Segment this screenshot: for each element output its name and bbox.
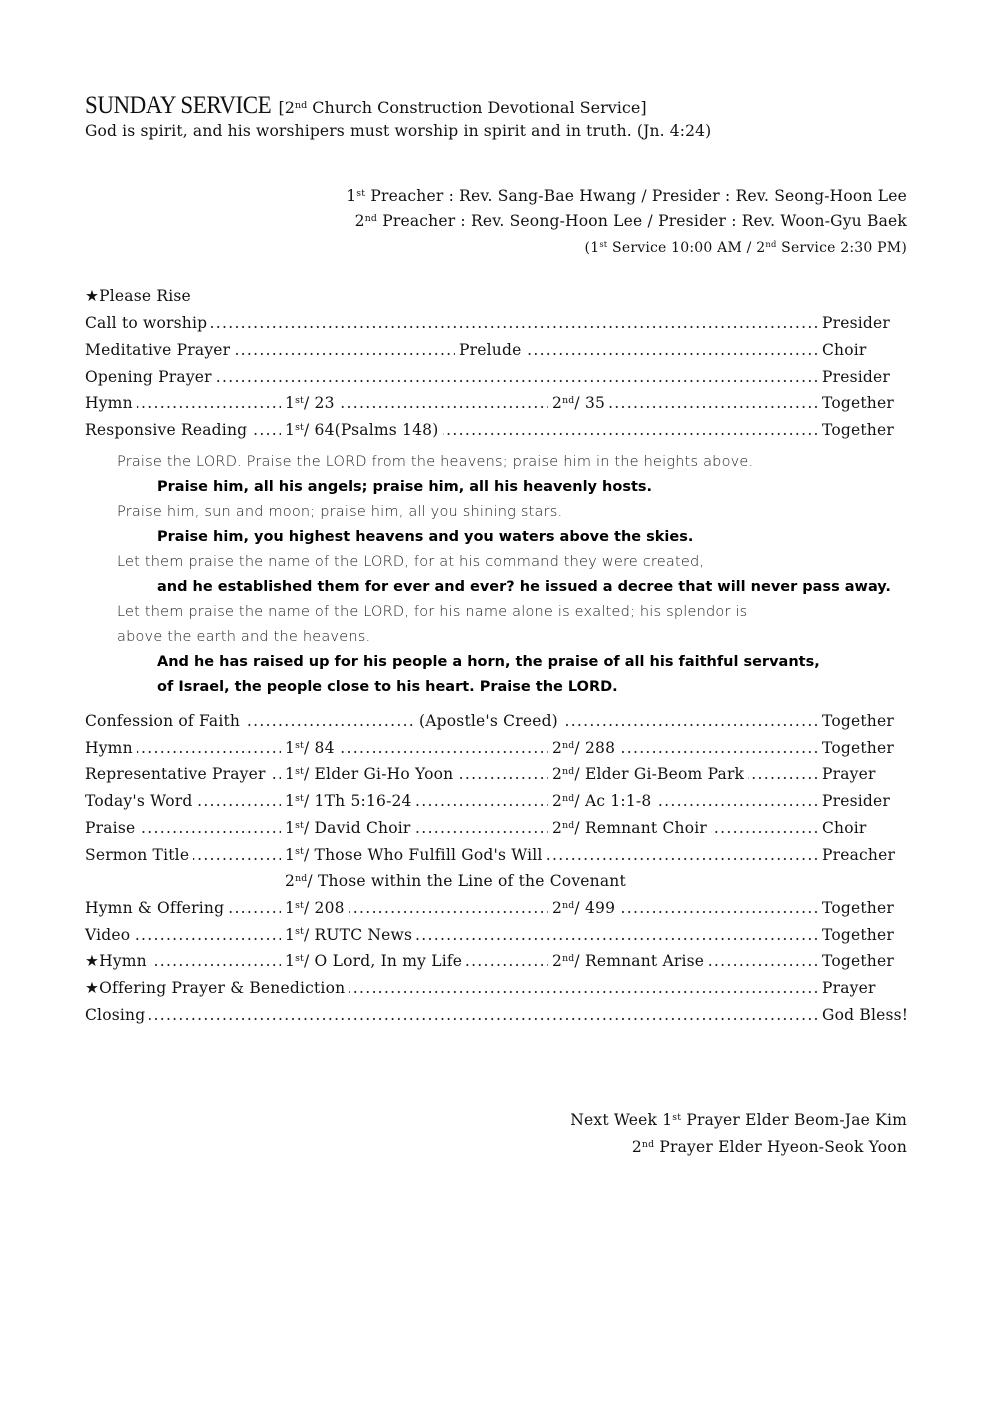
first-service-item: 1st/ RUTC News xyxy=(281,926,416,944)
second-service-item: 2nd/ 288 xyxy=(548,739,619,757)
order-label: Hymn xyxy=(85,739,137,757)
order-label: Confession of Faith xyxy=(85,712,244,730)
order-row xyxy=(85,952,907,974)
reading-line-leader: Let them praise the name of the LORD, for at his command they were created, xyxy=(117,554,705,570)
title-main: SUNDAY SERVICE xyxy=(85,92,272,119)
first-service-item: 1st/ 23 xyxy=(281,394,339,412)
order-middle: (Apostle's Creed) xyxy=(415,712,562,730)
sermon-title-2nd: 2nd/ Those within the Line of the Covenant xyxy=(285,872,630,890)
reading-line-leader: Let them praise the name of the LORD, for his name alone is exalted; his splendor is xyxy=(117,604,748,620)
first-service-item: 1st/ 1Th 5:16-24 xyxy=(281,792,416,810)
order-role: Presider xyxy=(818,792,894,810)
order-row xyxy=(85,368,907,390)
theme-verse: God is spirit, and his worshipers must worship in spirit and in truth. (Jn. 4:24) xyxy=(85,122,712,140)
reading-line-leader: Praise the LORD. Praise the LORD from the heavens; praise him in the heights above. xyxy=(117,454,754,470)
order-row xyxy=(85,819,907,841)
order-middle: Prelude xyxy=(455,341,525,359)
order-row xyxy=(85,872,907,894)
order-role: Together xyxy=(818,394,898,412)
second-service-item: 2nd/ Elder Gi-Beom Park xyxy=(548,765,748,783)
second-service-item: 2nd/ Ac 1:1-8 xyxy=(548,792,655,810)
order-role: Prayer xyxy=(818,765,880,783)
first-service-item: 1st/ Those Who Fulfill God's Will xyxy=(281,846,547,864)
please-rise: ★Please Rise xyxy=(85,287,907,309)
service-times: (1st Service 10:00 AM / 2nd Service 2:30 PM) xyxy=(584,239,907,256)
order-role: Together xyxy=(818,899,898,917)
page-title xyxy=(85,92,647,120)
reading-line-people: of Israel, the people close to his heart. Praise the LORD. xyxy=(157,679,618,695)
order-role: Choir xyxy=(818,341,871,359)
order-row xyxy=(85,765,907,787)
order-label: Closing xyxy=(85,1006,149,1024)
next-week-line-1: Next Week 1st Prayer Elder Beom-Jae Kim xyxy=(570,1111,907,1129)
order-role: Presider xyxy=(818,314,894,332)
first-service-item: 1st/ O Lord, In my Life xyxy=(281,952,466,970)
order-label: Responsive Reading xyxy=(85,421,251,439)
reading-line-people: And he has raised up for his people a horn, the praise of all his faithful servants, xyxy=(157,654,820,670)
second-service-item: 2nd/ Remnant Choir xyxy=(548,819,711,837)
order-row xyxy=(85,926,907,948)
order-role: Prayer xyxy=(818,979,880,997)
order-role: Choir xyxy=(818,819,871,837)
order-row xyxy=(85,792,907,814)
reading-line-people: Praise him, all his angels; praise him, all his heavenly hosts. xyxy=(157,479,653,495)
reading-line-people: Praise him, you highest heavens and you waters above the skies. xyxy=(157,529,694,545)
order-row xyxy=(85,341,907,363)
dot-leader xyxy=(85,394,818,412)
order-label: Hymn & Offering xyxy=(85,899,228,917)
first-service-item: 1st/ David Choir xyxy=(281,819,415,837)
first-service-item: 1st/ Elder Gi-Ho Yoon xyxy=(281,765,457,783)
order-label: Video xyxy=(85,926,134,944)
second-service-item: 2nd/ 35 xyxy=(548,394,609,412)
reading-line-leader: above the earth and the heavens. xyxy=(117,629,371,645)
order-row xyxy=(85,421,907,443)
reading-line-people: and he established them for ever and ever? he issued a decree that will never pass away. xyxy=(157,579,891,595)
order-row xyxy=(85,1006,907,1028)
title-subtitle: [2nd Church Construction Devotional Service] xyxy=(278,98,647,117)
next-week-line-2: 2nd Prayer Elder Hyeon-Seok Yoon xyxy=(631,1138,907,1156)
order-row xyxy=(85,979,907,1001)
order-label: Representative Prayer xyxy=(85,765,270,783)
order-role: Together xyxy=(818,952,898,970)
order-role: Together xyxy=(818,926,898,944)
order-label: Praise xyxy=(85,819,139,837)
order-row xyxy=(85,314,907,336)
order-role: Together xyxy=(818,739,898,757)
order-role: Together xyxy=(818,421,898,439)
order-label: Opening Prayer xyxy=(85,368,216,386)
order-role: Preacher xyxy=(818,846,899,864)
second-service-item: 2nd/ Remnant Arise xyxy=(548,952,708,970)
order-label: ★Offering Prayer & Benediction xyxy=(85,979,349,997)
order-role: Together xyxy=(818,712,898,730)
order-label: Today's Word xyxy=(85,792,196,810)
first-service-item: 1st/ 84 xyxy=(281,739,339,757)
dot-leader xyxy=(85,926,818,944)
order-label: Meditative Prayer xyxy=(85,341,234,359)
reading-line-leader: Praise him, sun and moon; praise him, all you shining stars. xyxy=(117,504,563,520)
dot-leader xyxy=(85,1006,818,1024)
order-role: Presider xyxy=(818,368,894,386)
first-service-item: 1st/ 208 xyxy=(281,899,349,917)
officiant-line-1: 1st Preacher : Rev. Sang-Bae Hwang / Presider : Rev. Seong-Hoon Lee xyxy=(346,187,907,205)
order-label: ★Hymn xyxy=(85,952,151,970)
order-row xyxy=(85,739,907,761)
order-label: Call to worship xyxy=(85,314,211,332)
first-service-item: 1st/ 64(Psalms 148) xyxy=(281,421,443,439)
officiant-line-2: 2nd Preacher : Rev. Seong-Hoon Lee / Presider : Rev. Woon-Gyu Baek xyxy=(354,212,907,230)
dot-leader xyxy=(85,739,818,757)
order-label: Hymn xyxy=(85,394,137,412)
order-row xyxy=(85,899,907,921)
order-row xyxy=(85,394,907,416)
order-row xyxy=(85,846,907,868)
order-row xyxy=(85,712,907,734)
order-label: Sermon Title xyxy=(85,846,193,864)
order-role: God Bless! xyxy=(818,1006,912,1024)
second-service-item: 2nd/ 499 xyxy=(548,899,619,917)
